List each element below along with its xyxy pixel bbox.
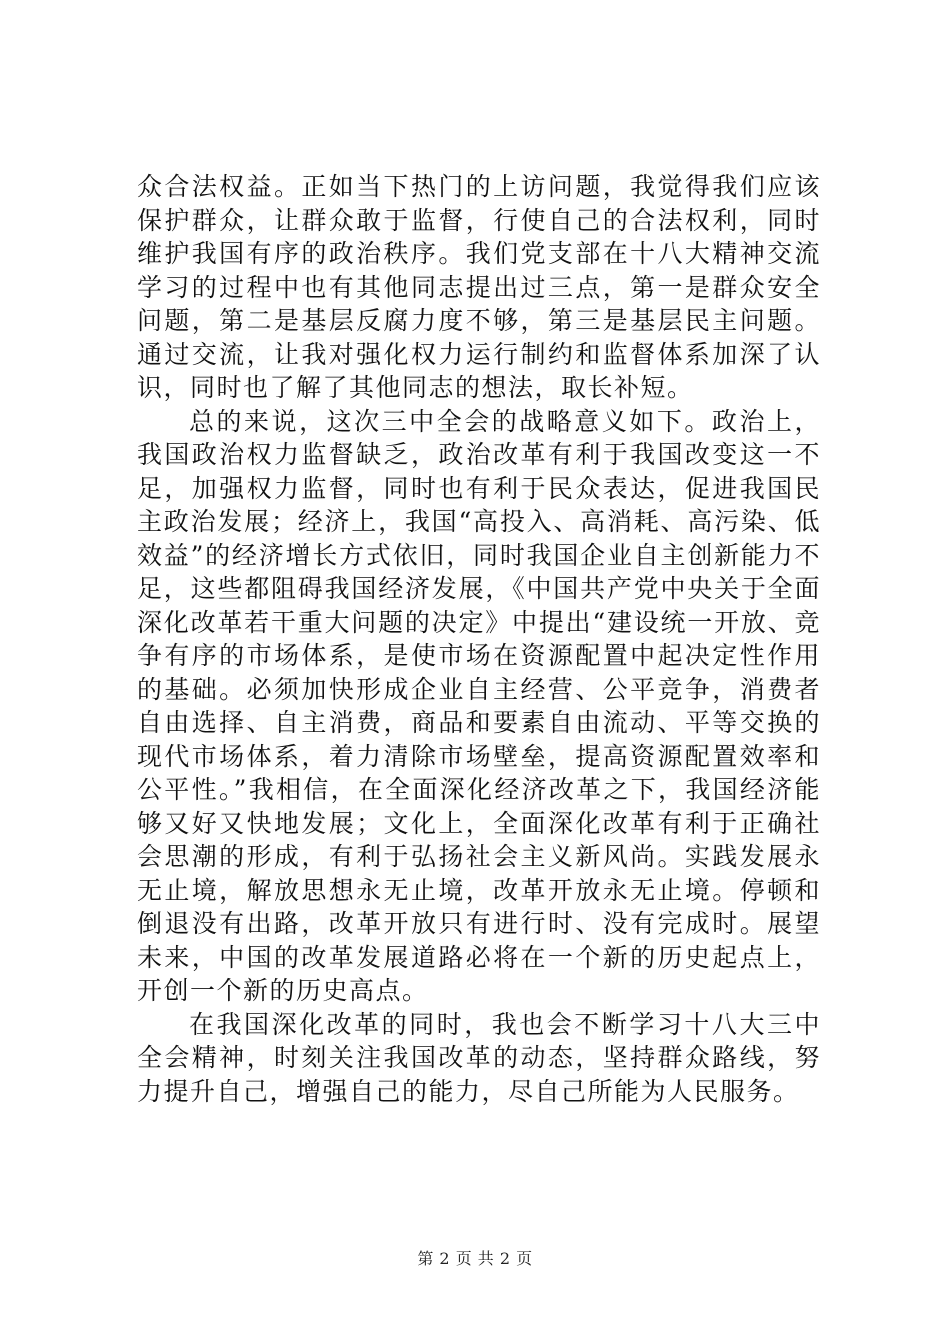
document-body — [137, 170, 821, 1108]
paragraph-1: 众合法权益。正如当下热门的上访问题，我觉得我们应该保护群众，让群众敢于监督，行使自己的合法权利，同时维护我国有序的政治秩序。我们党支部在十八大精神交流学习的过程中也有其他同志提出过三点，第一是群众安全问题，第二是基层反腐力度不够，第三是基层民主问题。通过交流，让我对强化权力运行制约和监督体系加深了认识，同时也了解了其他同志的想法，取长补短。 — [137, 172, 821, 402]
paragraph-3: 在我国深化改革的同时，我也会不断学习十八大三中全会精神，时刻关注我国改革的动态，坚持群众路线，努力提升自己，增强自己的能力，尽自己所能为人民服务。 — [137, 1009, 821, 1106]
paragraph-2: 总的来说，这次三中全会的战略意义如下。政治上，我国政治权力监督缺乏，政治改革有利于我国改变这一不足，加强权力监督，同时也有利于民众表达，促进我国民主政治发展；经济上，我国“高投入、高消耗、高污染、低效益”的经济增长方式依旧，同时我国企业自主创新能力不足，这些都阻碍我国经济发展，《中国共产党中央关于全面深化改革若干重大问题的决定》中提出“建设统一开放、竞争有序的市场体系，是使市场在资源配置中起决定性作用的基础。必须加快形成企业自主经营、公平竞争，消费者自由选择、自主消费，商品和要素自由流动、平等交换的现代市场体系，着力清除市场壁垒，提高资源配置效率和公平性。”我相信，在全面深化经济改革之下，我国经济能够又好又快地发展；文化上，全面深化改革有利于正确社会思潮的形成，有利于弘扬社会主义新风尚。实践发展永无止境，解放思想永无止境，改革开放永无止境。停顿和倒退没有出路，改革开放只有进行时、没有完成时。展望未来，中国的改革发展道路必将在一个新的历史起点上，开创一个新的历史高点。 — [137, 406, 821, 1005]
page-footer: 第 2 页 共 2 页 — [417, 1249, 533, 1268]
